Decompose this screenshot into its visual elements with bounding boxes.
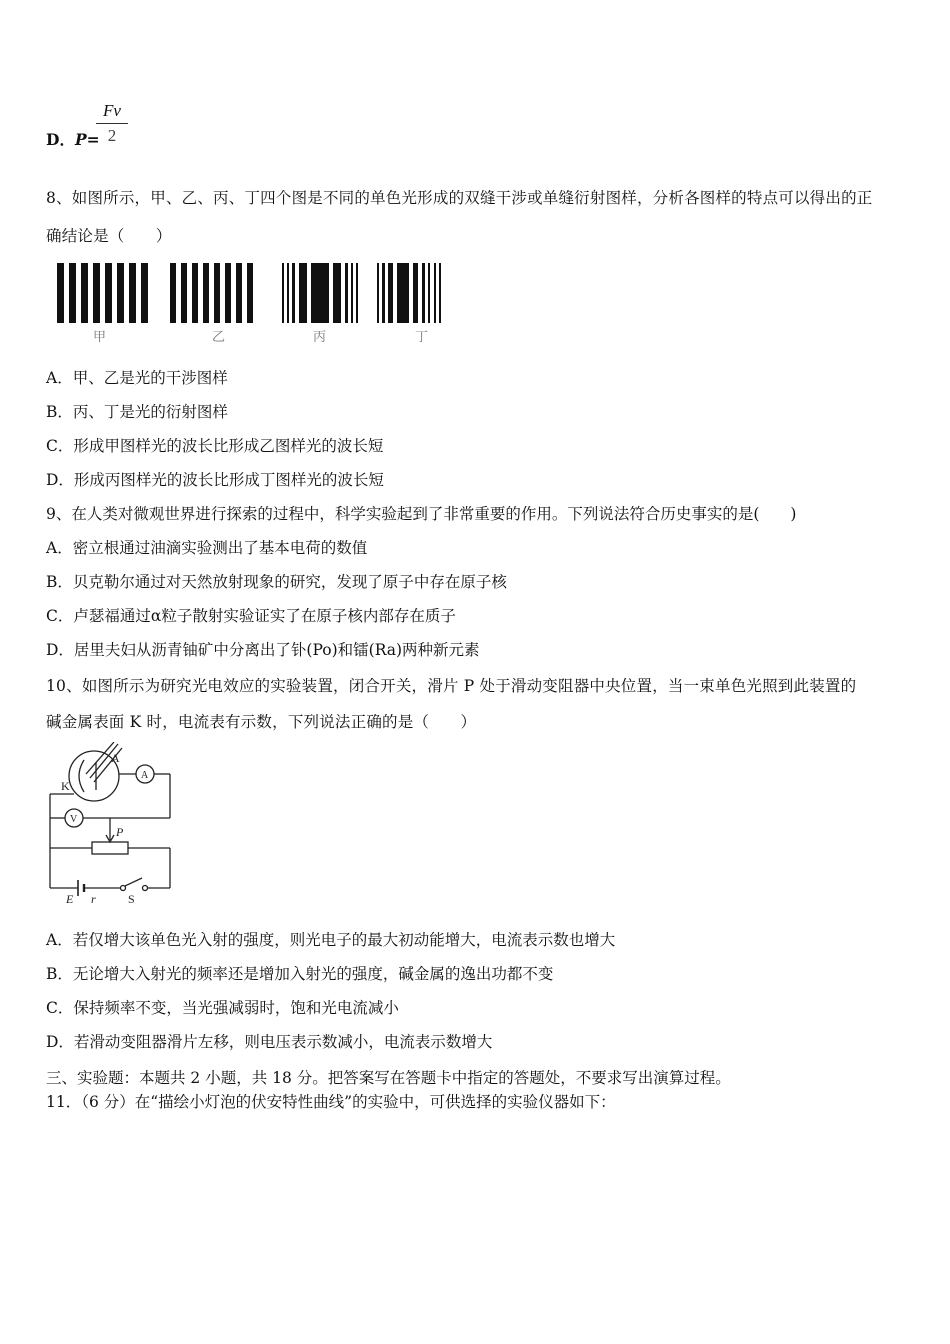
q11-stem: 11．（6 分）在“描绘小灯泡的伏安特性曲线”的实验中，可供选择的实验仪器如下： xyxy=(46,1093,616,1111)
section-3-heading: 三、实验题：本题共 2 小题，共 18 分。把答案写在答题卡中指定的答题处，不要求写出演算过程。 xyxy=(46,1069,731,1087)
pattern-jia xyxy=(57,263,148,323)
q10-option-a: A．若仅增大该单色光入射的强度，则光电子的最大初动能增大，电流表示数也增大 xyxy=(46,931,616,949)
slider-label: P xyxy=(116,825,124,839)
figure-label-ding: 丁 xyxy=(415,330,429,345)
fraction xyxy=(96,100,128,146)
cathode-label: K xyxy=(61,779,70,793)
fraction-bar xyxy=(96,123,128,124)
fraction-denominator: 2 xyxy=(107,126,117,145)
photoelectric-circuit-diagram xyxy=(44,742,184,908)
q8-stem-line2: 确结论是（ ） xyxy=(46,227,172,245)
figure-label-bing: 丙 xyxy=(313,330,327,345)
switch-lever xyxy=(125,878,142,886)
q8-option-c: C．形成甲图样光的波长比形成乙图样光的波长短 xyxy=(46,437,384,455)
fraction-numerator: Fv xyxy=(103,101,121,120)
pattern-bing xyxy=(282,263,358,323)
figure-label-jia: 甲 xyxy=(93,330,107,345)
q10-stem-line1: 10、如图所示为研究光电效应的实验装置，闭合开关，滑片 P 处于滑动变阻器中央位置，当一束单色光照到此装置的 xyxy=(46,677,857,695)
q8-option-d: D．形成丙图样光的波长比形成丁图样光的波长短 xyxy=(46,471,384,489)
q8-option-a: A．甲、乙是光的干涉图样 xyxy=(46,369,228,387)
q7-option-d xyxy=(46,128,100,150)
formula-lhs: P= xyxy=(74,130,100,149)
emf-label: E xyxy=(66,892,74,906)
q10-option-c: C．保持频率不变，当光强减弱时，饱和光电流减小 xyxy=(46,999,399,1017)
q10-option-b: B．无论增大入射光的频率还是增加入射光的强度，碱金属的逸出功都不变 xyxy=(46,965,554,983)
pattern-yi xyxy=(170,263,253,323)
anode-label: A xyxy=(111,751,120,765)
pattern-ding xyxy=(377,263,441,323)
option-label: D． xyxy=(46,130,75,149)
rheostat xyxy=(92,842,128,854)
fringe-pattern-figure xyxy=(50,258,460,350)
q9-option-c: C．卢瑟福通过α粒子散射实验证实了在原子核内部存在质子 xyxy=(46,607,456,625)
resistance-label: r xyxy=(91,892,96,906)
switch-label: S xyxy=(128,892,135,906)
q9-option-d: D．居里夫妇从沥青铀矿中分离出了钋(Po)和镭(Ra)两种新元素 xyxy=(46,641,480,659)
figure-label-yi: 乙 xyxy=(212,330,226,345)
ammeter-label: A xyxy=(141,770,149,781)
q10-stem-line2: 碱金属表面 K 时，电流表有示数，下列说法正确的是（ ） xyxy=(46,713,477,731)
q9-stem: 9、在人类对微观世界进行探索的过程中，科学实验起到了非常重要的作用。下列说法符合历史事实的是( ) xyxy=(46,505,797,523)
q9-option-a: A．密立根通过油滴实验测出了基本电荷的数值 xyxy=(46,539,368,557)
q8-option-b: B．丙、丁是光的衍射图样 xyxy=(46,403,228,421)
q10-option-d: D．若滑动变阻器滑片左移，则电压表示数减小，电流表示数增大 xyxy=(46,1033,493,1051)
voltmeter-label: V xyxy=(70,814,78,825)
q9-option-b: B．贝克勒尔通过对天然放射现象的研究，发现了原子中存在原子核 xyxy=(46,573,507,591)
q8-stem-line1: 8、如图所示，甲、乙、丙、丁四个图是不同的单色光形成的双缝干涉或单缝衍射图样，分析各图样的特点可以得出的正 xyxy=(46,189,873,207)
